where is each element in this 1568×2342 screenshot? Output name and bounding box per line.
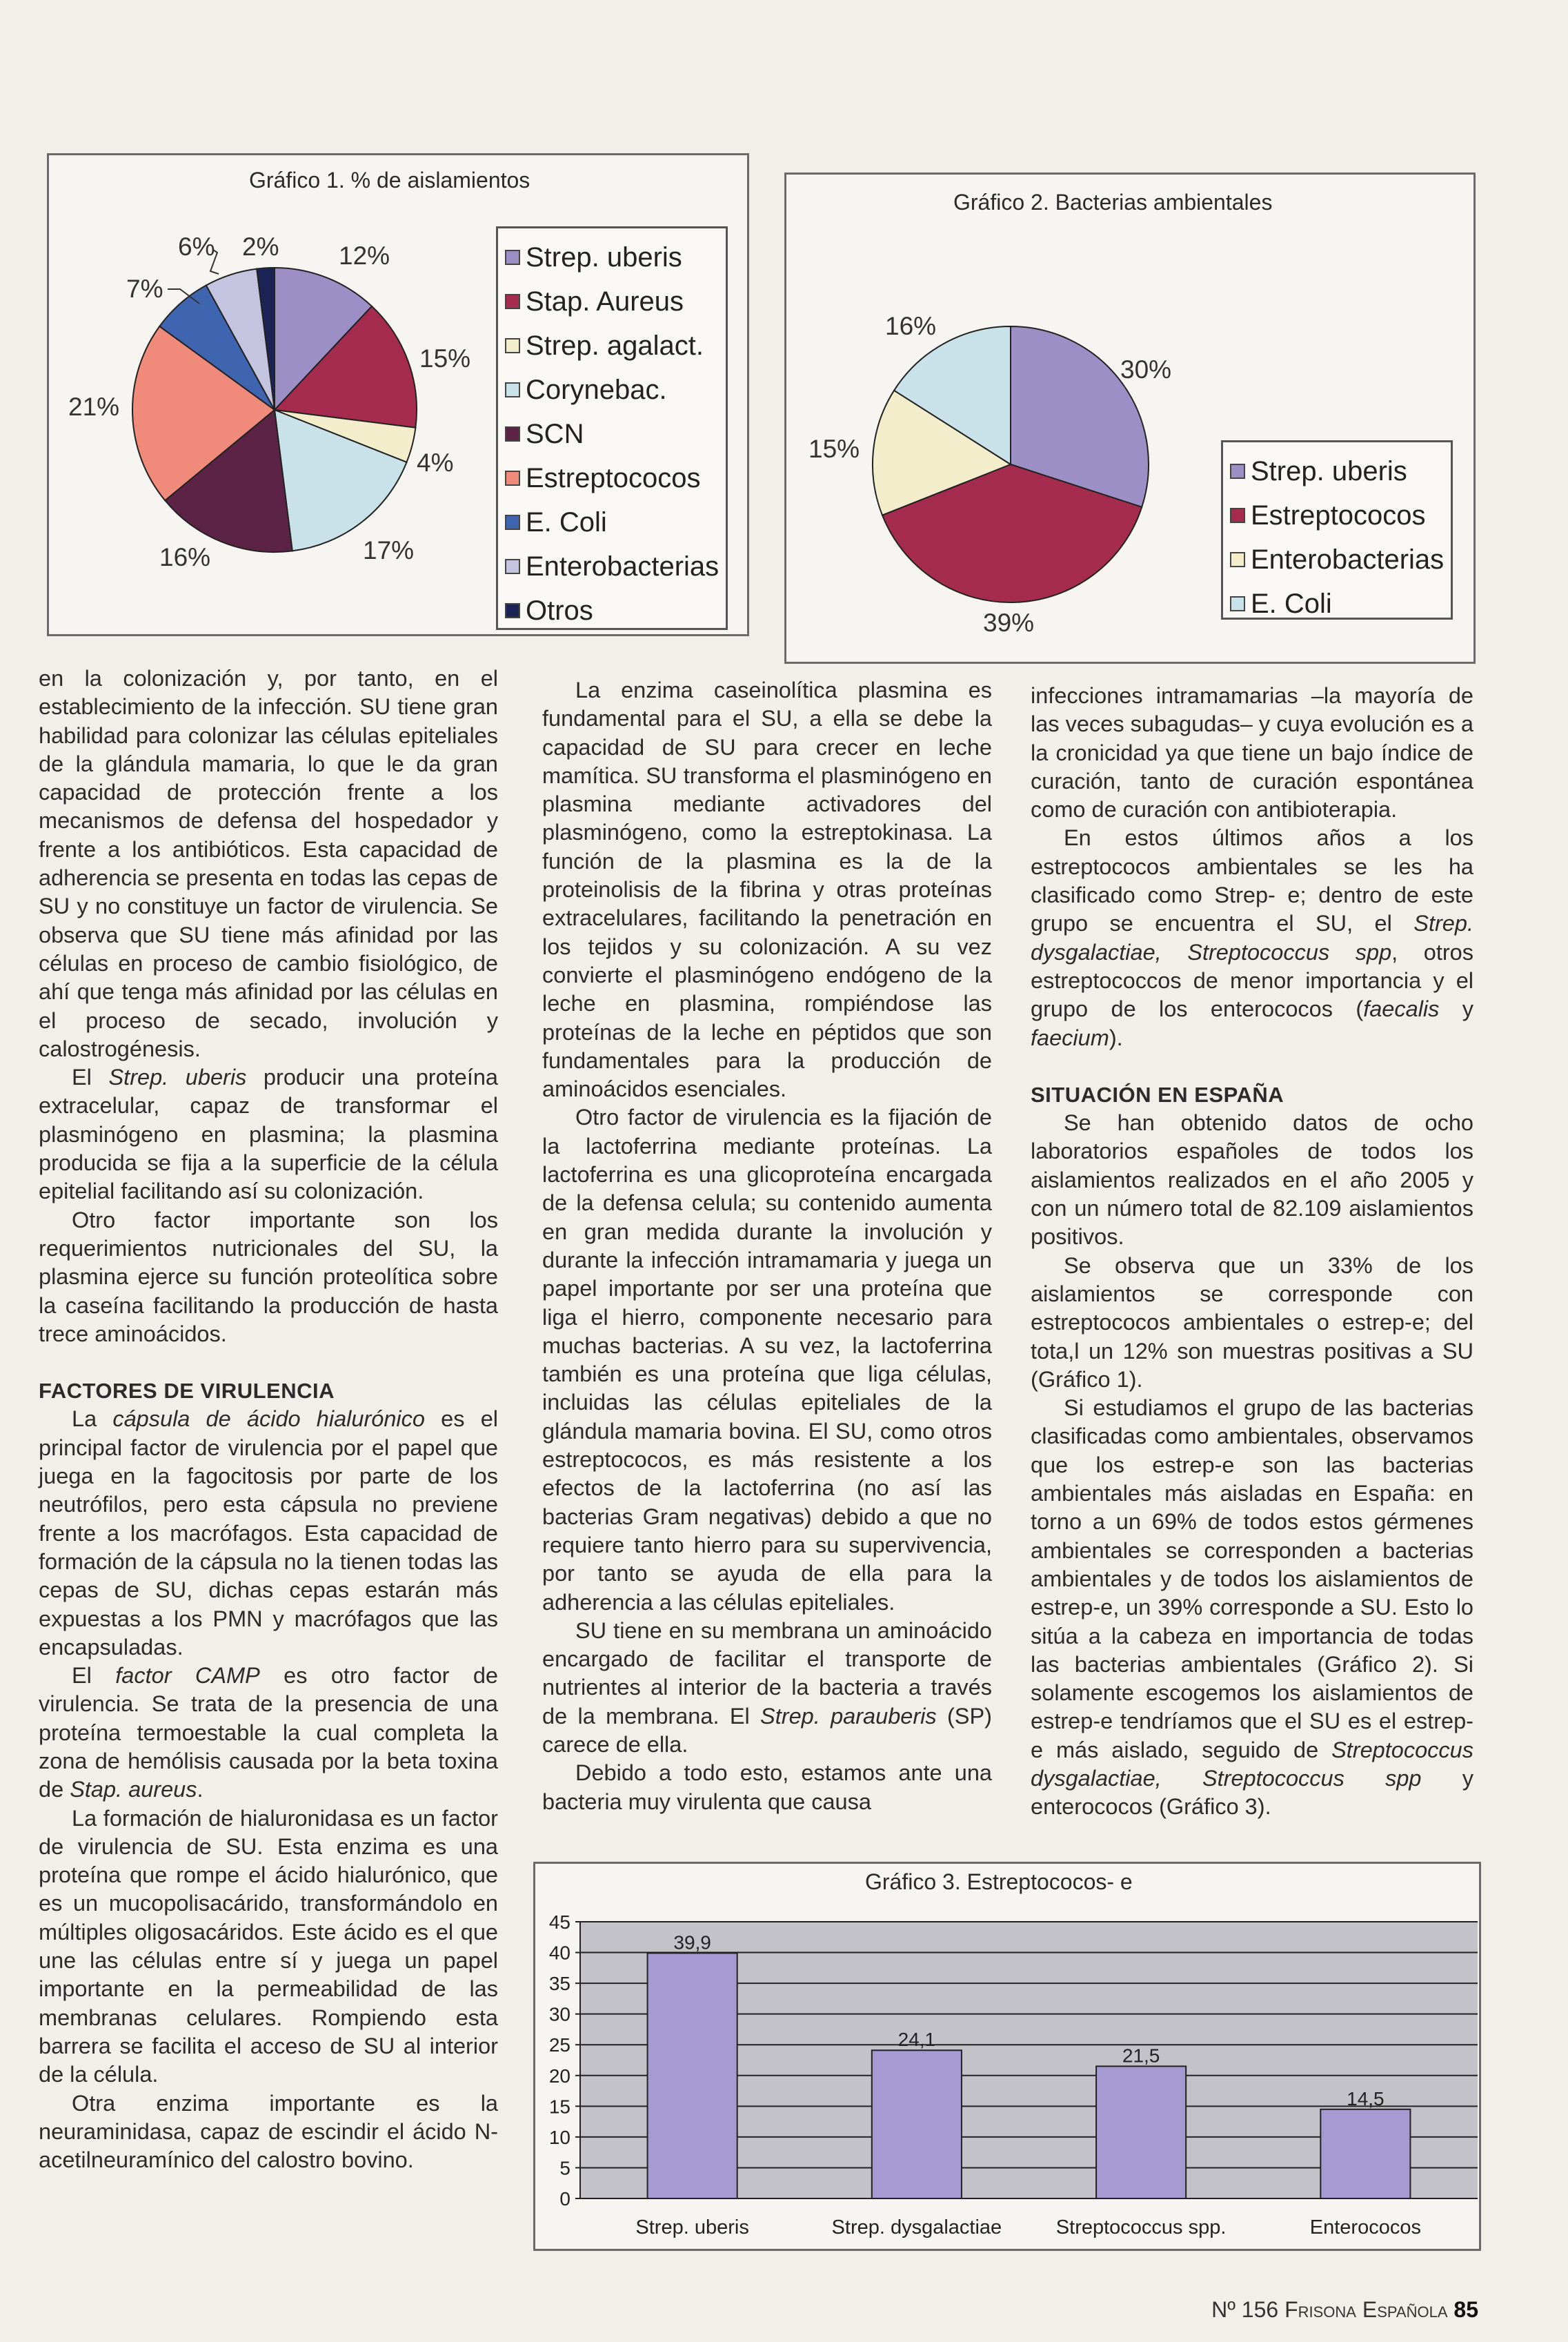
chart1-legend-swatch-7	[505, 559, 520, 574]
col1-paragraph-2: El Strep. uberis producir una proteína extracelular, capaz de transformar el plasminógeno en plasmina; la plasmina producida se fija a la superficie de la célula epitelial facilitando así su colonización.	[39, 1065, 498, 1204]
chart1-legend-item-8	[505, 589, 719, 633]
chart1-legend-item-5	[505, 456, 719, 500]
chart1-slice-label-1: 15%	[419, 344, 471, 373]
heading-factores-virulencia: FACTORES DE VIRULENCIA	[39, 1379, 335, 1404]
chart2-slice-label-0: 30%	[1120, 355, 1172, 384]
chart1-slice-label-8: 2%	[242, 233, 279, 261]
col3-paragraph-3: Se han obtenido datos de ocho laboratorios españoles de todos los aislamientos realizados en el año 2005 y con un número total de 82.109 aislamientos positivos.	[1031, 1110, 1473, 1250]
page-number: 85	[1453, 2297, 1478, 2322]
chart3-value-label-3: 14,5	[1347, 2087, 1385, 2109]
chart1-legend-label-0: Strep. uberis	[526, 242, 682, 273]
chart1-legend-swatch-4	[505, 426, 520, 442]
col3-paragraph-4: Se observa que un 33% de los aislamientos se corresponde con estreptococos ambientales o estrep-e; del tota,l un 12% son muestras positivas a SU (Gráfico 1).	[1031, 1252, 1473, 1392]
chart3-ytick-label-9: 45	[548, 1911, 570, 1933]
chart2-legend	[1221, 440, 1453, 620]
chart2-legend-swatch-0	[1230, 464, 1245, 479]
chart1-legend-item-0	[505, 235, 719, 279]
chart1-legend-swatch-8	[505, 603, 520, 618]
chart1-slice-label-5: 21%	[68, 393, 120, 421]
col1-paragraph-3: Otro factor importante son los requerimientos nutricionales del SU, la plasmina ejerce su función proteolítica sobre la caseína facilitando la producción de hasta trece aminoácidos.	[39, 1207, 498, 1346]
chart1-frame	[47, 153, 749, 636]
chart1-slice-label-4: 16%	[159, 543, 211, 571]
col3-paragraph-2: En estos últimos años a los estreptococos ambientales se les ha clasificado como Strep- e; dentro de este grupo se encuentra el SU, el Strep. dysgalactiae, Streptococcus spp, otros estreptococcos de menor importancia y el grupo de los enterococos (faecalis y faecium).	[1031, 825, 1474, 1050]
chart2-legend-item-1	[1230, 493, 1444, 538]
col1-paragraph-7: Otra enzima importante es la neuraminidasa, capaz de escindir el ácido N-acetilneuramínico del calostro bovino.	[39, 2090, 498, 2173]
col1-paragraph-1: en la colonización y, por tanto, en el establecimiento de la infección. SU tiene gran habilidad para colonizar las células epiteliales de la glándula mamaria, lo que le da gran capacidad de protección frente a los mecanismos de defensa del hospedador y frente a los antibióticos. Esta capacidad de adherencia se presenta en todas las cepas de SU y no constituye un factor de virulencia. Se observa que SU tiene más afinidad por las células en proceso de cambio fisiológico, de ahí que tenga más afinidad por las células en el proceso de secado, involución y calostrogénesis.	[39, 666, 498, 1061]
column-1	[39, 665, 498, 2174]
chart3-category-label-0: Strep. uberis	[635, 2216, 749, 2238]
chart3-ytick-label-8: 40	[548, 1942, 570, 1964]
chart1-legend-label-1: Stap. Aureus	[526, 286, 684, 317]
chart2-legend-label-0: Strep. uberis	[1251, 455, 1407, 486]
chart2-title: Gráfico 2. Bacterias ambientales	[953, 190, 1273, 215]
chart2-legend-label-2: Enterobacterias	[1251, 544, 1445, 575]
chart1-legend-label-3: Corynebac.	[526, 374, 667, 405]
chart3-bar-chart	[535, 1864, 1479, 2249]
chart1-legend-swatch-3	[505, 382, 520, 397]
chart3-ytick-label-5: 25	[548, 2034, 570, 2056]
chart3-ytick-label-0: 0	[559, 2188, 570, 2210]
chart2-legend-swatch-3	[1230, 596, 1245, 611]
chart1-legend-label-6: E. Coli	[526, 506, 607, 538]
chart1-legend-item-2	[505, 324, 719, 368]
col1-paragraph-6: La formación de hialuronidasa es un factor de virulencia de SU. Esta enzima es una proteína que rompe el ácido hialurónico, que es un mucopolisacárido, transformándolo en múltiples oligosacáridos. Este ácido es el que une las células entre sí y juega un papel importante en la permeabilidad de las membranas celulares. Rompiendo esta barrera se facilita el acceso de SU al interior de la célula.	[39, 1805, 498, 2087]
chart1-slice-label-3: 17%	[363, 536, 415, 564]
chart2-legend-item-0	[1230, 449, 1444, 493]
chart2-legend-swatch-1	[1230, 508, 1245, 523]
chart1-legend-label-8: Otros	[526, 595, 593, 626]
col1-paragraph-5: El factor CAMP es otro factor de virulencia. Se trata de la presencia de una proteína termoestable la cual completa la zona de hemólisis causada por la beta toxina de Stap. aureus.	[39, 1663, 498, 1802]
col3-paragraph-1: infecciones intramamarias –la mayoría de las veces subagudas– y cuya evolución es a la cronicidad ya que tiene un bajo índice de curación, tanto de curación espontánea como de curación con antibioterapia.	[1031, 683, 1473, 823]
chart1-slice-label-2: 4%	[417, 449, 454, 477]
chart2-legend-swatch-2	[1230, 552, 1245, 567]
chart3-value-label-1: 24,1	[897, 2029, 936, 2051]
chart3-ytick-label-4: 20	[548, 2065, 570, 2087]
chart2-slice-label-2: 15%	[808, 435, 860, 463]
page-footer	[1211, 2297, 1478, 2323]
chart1-legend-item-4	[505, 412, 719, 456]
chart3-ytick-label-1: 5	[559, 2157, 570, 2179]
chart2-slice-label-3: 16%	[885, 312, 937, 340]
column-3	[1031, 682, 1473, 1822]
chart3-frame	[533, 1862, 1481, 2251]
issue-number: Nº 156	[1211, 2297, 1279, 2322]
chart1-title: Gráfico 1. % de aislamientos	[249, 168, 530, 193]
chart2-frame	[784, 173, 1476, 664]
chart1-legend-swatch-2	[505, 338, 520, 353]
chart1-legend-item-1	[505, 279, 719, 324]
chart1-legend	[496, 226, 728, 630]
chart3-bar-3	[1320, 2109, 1410, 2198]
chart1-legend-item-3	[505, 368, 719, 412]
chart1-legend-swatch-0	[505, 250, 520, 265]
chart1-legend-swatch-5	[505, 471, 520, 486]
chart3-value-label-0: 39,9	[673, 1931, 711, 1954]
chart1-legend-swatch-1	[505, 294, 520, 309]
col2-paragraph-2: Otro factor de virulencia es la fijación de la lactoferrina mediante proteínas. La lactoferrina es una glicoproteína encargada de la defensa celula; su contenido aumenta en gran medida durante la involución y durante la infección intramamaria y juega un papel importante por ser una proteína que liga el hierro, componente necesario para muchas bacterias. A su vez, la lactoferrina también es una proteína que liga células, incluidas las células epiteliales de la glándula mamaria bovina. El SU, como otros estreptococos, es más resistente a los efectos de la lactoferrina (no así las bacterias Gram negativas) debido a que no requiere tanto hierro para su supervivencia, por tanto se ayuda de ella para la adherencia a las células epiteliales.	[542, 1105, 992, 1615]
col1-paragraph-4: La cápsula de ácido hialurónico es el principal factor de virulencia por el papel que juega en la fagocitosis por parte de los neutrófilos, pero esta cápsula no previene frente a los macrófagos. Esta capacidad de formación de la cápsula no la tienen todas las cepas de SU, dichas cepas estarán más expuestas a los PMN y macrófagos que las encapsuladas.	[39, 1406, 498, 1660]
col3-paragraph-5: Si estudiamos el grupo de las bacterias clasificadas como ambientales, observamos que los estrep-e son las bacterias ambientales más aisladas en España: en torno a un 69% de todos estos gérmenes ambientales se corresponden a bacterias ambientales y de todos los aislamientos de estrep-e, un 39% corresponde a SU. Esto lo sitúa a la cabeza en importancia de todas las bacterias ambientales (Gráfico 2). Si solamente escogemos los aislamientos de estrep-e tendríamos que el SU es el estrep-e más aislado, seguido de Streptococcus dysgalactiae, Streptococcus spp y enterococos (Gráfico 3).	[1031, 1395, 1474, 1820]
chart3-value-label-2: 21,5	[1122, 2045, 1160, 2067]
chart1-legend-label-5: Estreptococos	[526, 462, 701, 493]
chart2-legend-item-3	[1230, 582, 1444, 626]
chart1-legend-label-2: Strep. agalact.	[526, 330, 704, 361]
chart3-ytick-label-6: 30	[548, 2003, 570, 2025]
chart1-legend-label-7: Enterobacterias	[526, 551, 720, 582]
chart2-legend-label-3: E. Coli	[1251, 588, 1332, 619]
col2-paragraph-4: Debido a todo esto, estamos ante una bacteria muy virulenta que causa	[542, 1760, 992, 1814]
chart3-bar-1	[872, 2050, 962, 2198]
chart2-legend-label-1: Estreptococos	[1251, 500, 1426, 531]
chart1-legend-item-6	[505, 500, 719, 544]
chart3-ytick-label-2: 10	[548, 2126, 570, 2148]
chart1-legend-label-4: SCN	[526, 418, 584, 449]
chart2-slice-label-1: 39%	[983, 609, 1035, 637]
chart1-slice-label-6: 7%	[126, 275, 163, 303]
chart1-slice-label-7: 6%	[178, 233, 215, 261]
magazine-name: Frisona Española	[1284, 2297, 1448, 2322]
column-2	[542, 676, 992, 1816]
chart3-ytick-label-7: 35	[548, 1973, 570, 1995]
chart3-category-label-2: Streptococcus spp.	[1055, 2216, 1227, 2238]
chart1-slice-label-0: 12%	[339, 242, 390, 270]
chart1-legend-item-7	[505, 544, 719, 589]
col2-paragraph-3: SU tiene en su membrana un aminoácido encargado de facilitar el transporte de nutrientes al interior de la bacteria a través de la membrana. El Strep. parauberis (SP) carece de ella.	[542, 1617, 992, 1757]
chart3-ytick-label-3: 15	[548, 2096, 570, 2118]
col2-paragraph-1: La enzima caseinolítica plasmina es fundamental para el SU, a ella se debe la capacidad de SU para crecer en leche mamítica. SU transforma el plasminógeno en plasmina mediante activadores del plasminógeno, como la estreptokinasa. La función de la plasmina es la de la proteinolisis de la fibrina y otras proteínas extracelulares, facilitando la penetración en los tejidos y su colonización. A su vez convierte el plasminógeno endógeno de la leche en plasmina, rompiéndose las proteínas de la leche en péptidos que son fundamentales para la producción de aminoácidos esenciales.	[542, 678, 992, 1102]
chart1-legend-swatch-6	[505, 515, 520, 530]
chart3-category-label-1: Strep. dysgalactiae	[831, 2216, 1002, 2238]
chart3-bar-0	[648, 1953, 737, 2198]
chart3-category-label-3: Enterococos	[1309, 2216, 1421, 2238]
chart2-legend-item-2	[1230, 538, 1444, 582]
chart3-title: Gráfico 3. Estreptococos- e	[865, 1869, 1133, 1894]
heading-situacion-espana: SITUACIÓN EN ESPAÑA	[1031, 1082, 1284, 1107]
chart3-bar-2	[1096, 2066, 1186, 2198]
